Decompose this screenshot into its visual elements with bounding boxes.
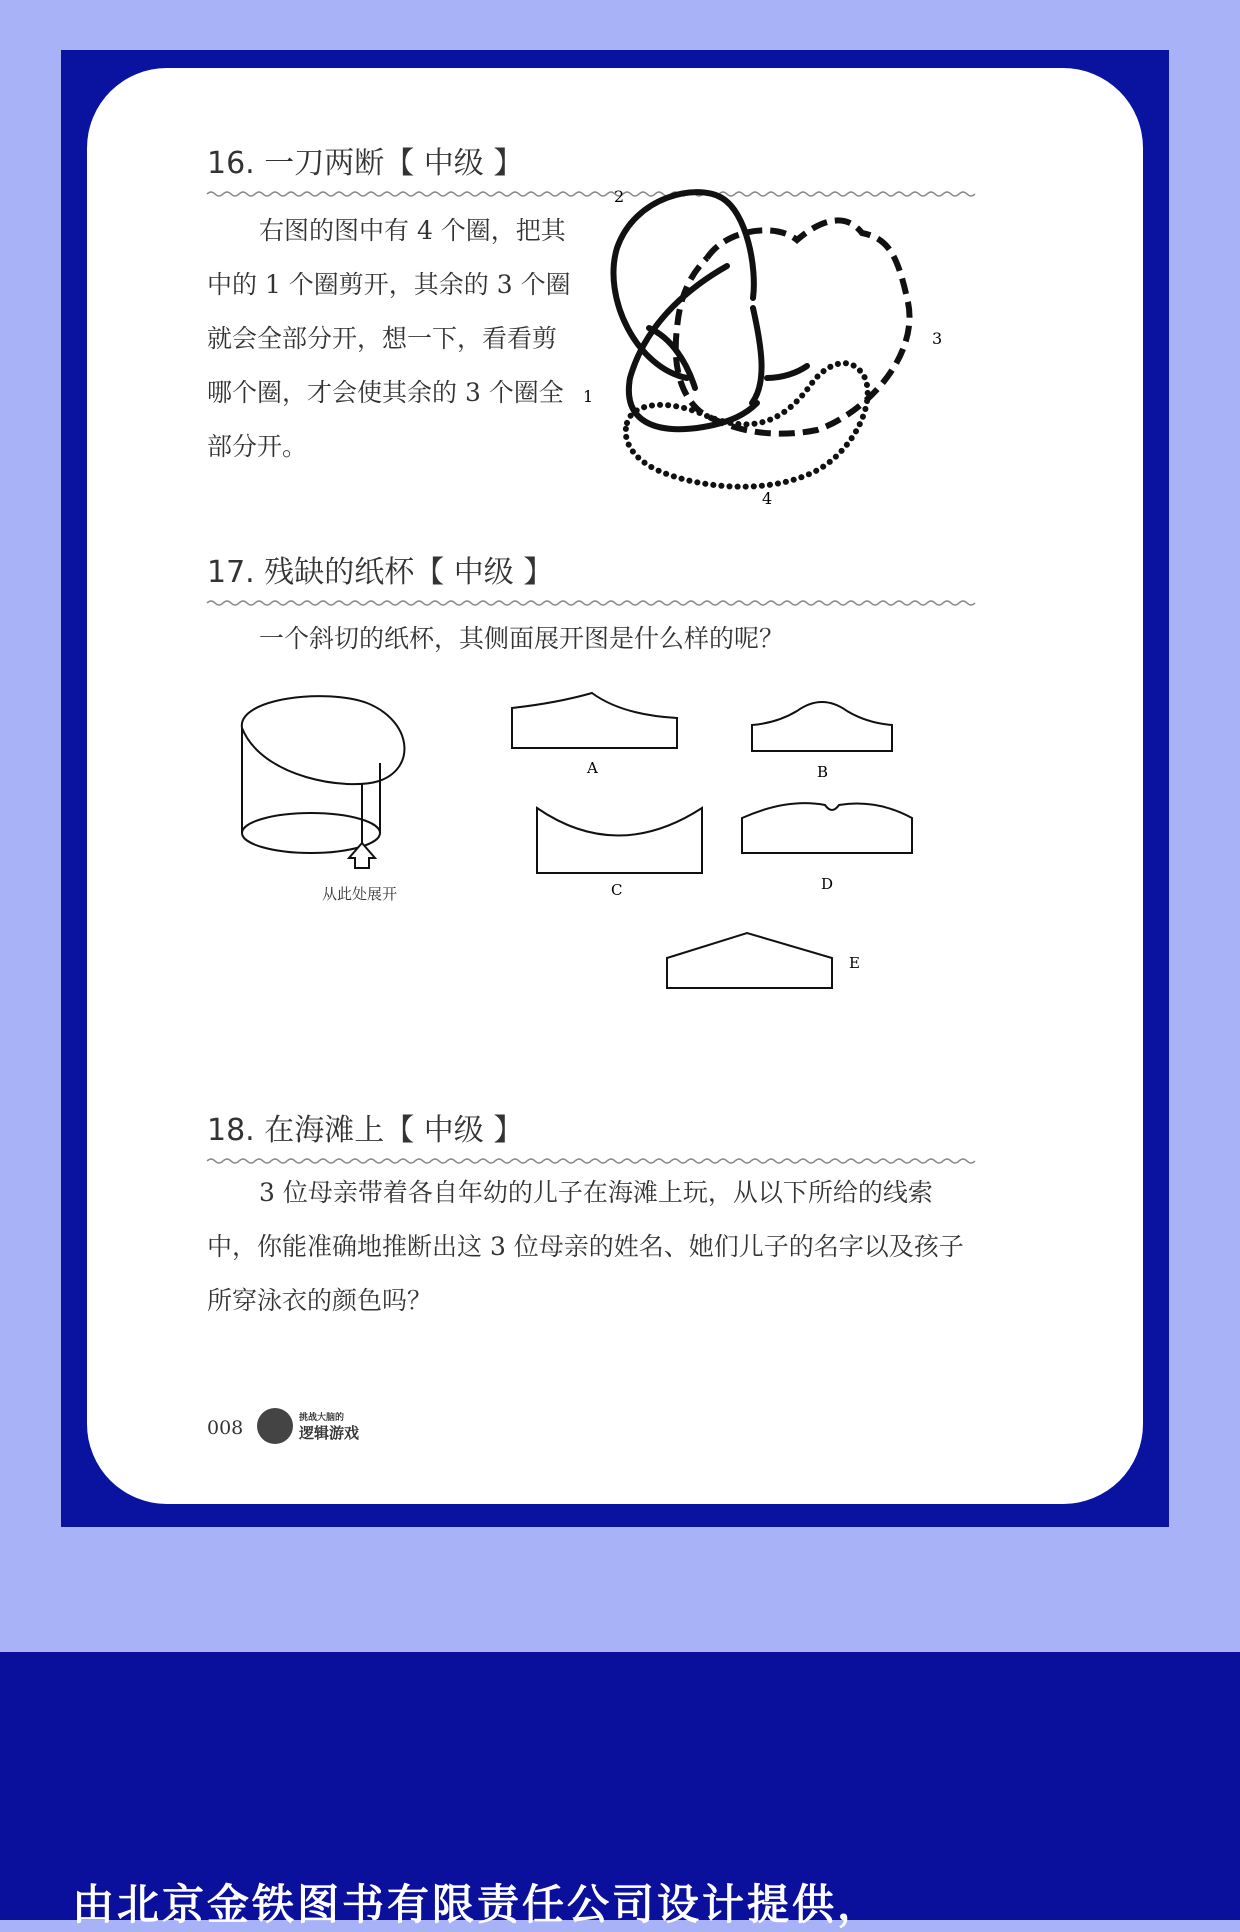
section-17-title: 17. 残缺的纸杯【 中级 】 [207,555,554,590]
paper-cup-figure [237,693,860,1023]
section-16-text: 右图的图中有 4 个圈，把其中的 1 个圈剪开，其余的 3 个圈就会全部分开，想一下，看看剪哪个圈，才会使其余的 3 个圈全部分开。 [207,216,571,461]
book-logo-small-text: 挑战大脑的 [299,1413,345,1423]
option-e-label: E [849,954,860,972]
book-page [87,68,1143,1504]
section-18-divider [207,1157,977,1165]
loop-label-2: 2 [614,187,625,206]
loop-label-3: 3 [932,329,943,348]
option-b-label: B [817,763,829,781]
book-logo-title: 逻辑游戏 [299,1424,360,1442]
option-e-shape [667,933,832,988]
section-18-title: 18. 在海滩上【 中级 】 [207,1113,524,1148]
section-17-text: 一个斜切的纸杯，其侧面展开图是什么样的呢？ [259,624,785,653]
loop-label-1: 1 [583,387,594,406]
page-frame [61,50,1169,1527]
section-16-title: 16. 一刀两断【 中级 】 [207,146,524,181]
section-18-text: 3 位母亲带着各自年幼的儿子在海滩上玩，从以下所给的线索中，你能准确地推断出这 3 位母亲的姓名、她们儿子的名字以及孩子所穿泳衣的颜色吗？ [207,1178,964,1315]
option-a-shape [512,693,677,748]
option-c-shape [537,808,702,873]
cup-caption: 从此处展开 [322,885,398,903]
publisher-caption: 由北京金铁图书有限责任公司设计提供， [72,1880,883,1929]
book-logo-icon [257,1408,293,1444]
page-number: 008 [207,1417,244,1439]
loop-3 [676,220,910,433]
loop-2 [613,192,753,378]
four-loops-figure [577,178,957,528]
option-d-label: D [821,875,834,893]
slanted-cup [242,696,405,868]
option-b-shape [752,702,892,751]
option-a-label: A [587,759,598,777]
loop-label-4: 4 [762,489,773,508]
option-c-label: C [611,881,623,899]
section-17-divider [207,599,977,607]
option-d-shape [742,803,912,853]
